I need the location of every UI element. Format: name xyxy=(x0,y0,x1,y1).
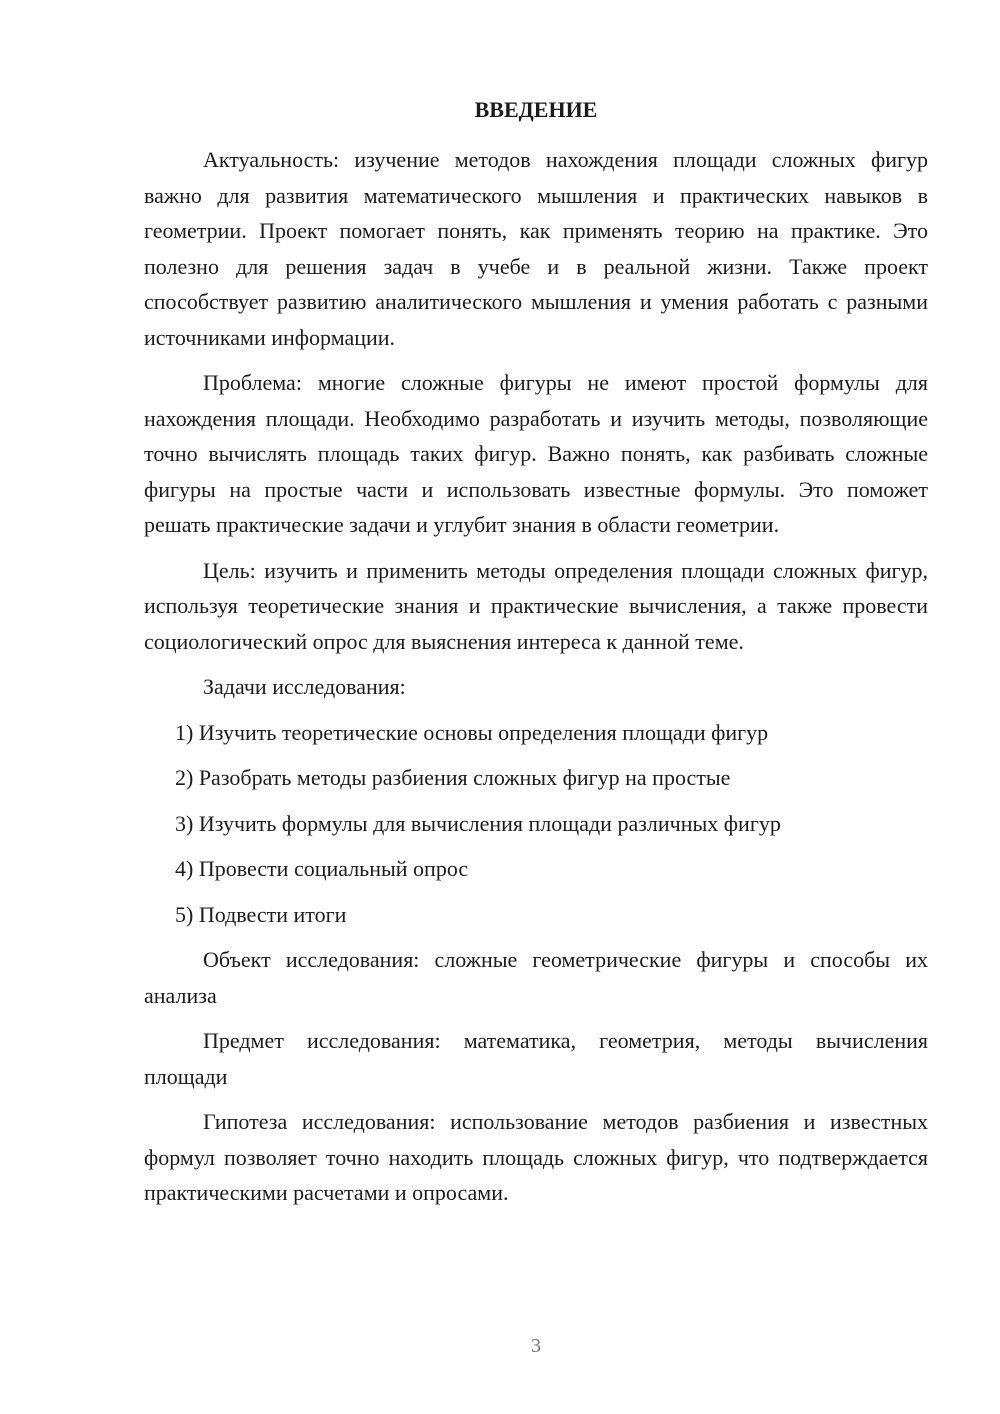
list-item: 3) Изучить формулы для вычисления площади различных фигур xyxy=(175,810,781,836)
list-item: 2) Разобрать методы разбиения сложных фигур на простые xyxy=(175,765,731,790)
tasks-list xyxy=(144,715,928,933)
tasks-heading: Задачи исследования: xyxy=(203,674,406,699)
document-body xyxy=(144,142,928,1221)
problem-paragraph: Проблема: многие сложные фигуры не имеют простой формулы для нахождения площади. Необходимо разработать и изучить методы, позволяющие точно вычислять площадь таких фигур. Важно понять, как разбивать сложные фигуры на простые части и использовать известные формулы. Это поможет решать практические задачи и углубит знания в области геометрии. xyxy=(144,370,928,537)
list-item: 4) Провести социальный опрос xyxy=(175,856,469,881)
list-item: 5) Подвести итоги xyxy=(175,901,347,927)
object-paragraph: Объект исследования: сложные геометрические фигуры и способы их анализа xyxy=(144,947,928,1008)
list-item: 1) Изучить теоретические основы определения площади фигур xyxy=(175,719,769,745)
relevance-paragraph: Актуальность: изучение методов нахождения площади сложных фигур важно для развития математического мышления и практических навыков в геометрии. Проект помогает понять, как применять теорию на практике. Это полезно для решения задач в учебе и в реальной жизни. Также проект способствует развитию аналитического мышления и умения работать с разными источниками информации. xyxy=(144,147,928,350)
subject-paragraph: Предмет исследования: математика, геометрия, методы вычисления площади xyxy=(144,1028,928,1089)
hypothesis-paragraph: Гипотеза исследования: использование методов разбиения и известных формул позволяет точно находить площадь сложных фигур, что подтверждается практическими расчетами и опросами. xyxy=(144,1109,928,1205)
goal-paragraph: Цель: изучить и применить методы определения площади сложных фигур, используя теоретические знания и практические вычисления, а также провести социологический опрос для выяснения интереса к данной теме. xyxy=(144,557,928,654)
page-title: ВВЕДЕНИЕ xyxy=(474,97,598,122)
page-number: 3 xyxy=(531,1335,541,1357)
document-page xyxy=(144,0,928,1414)
